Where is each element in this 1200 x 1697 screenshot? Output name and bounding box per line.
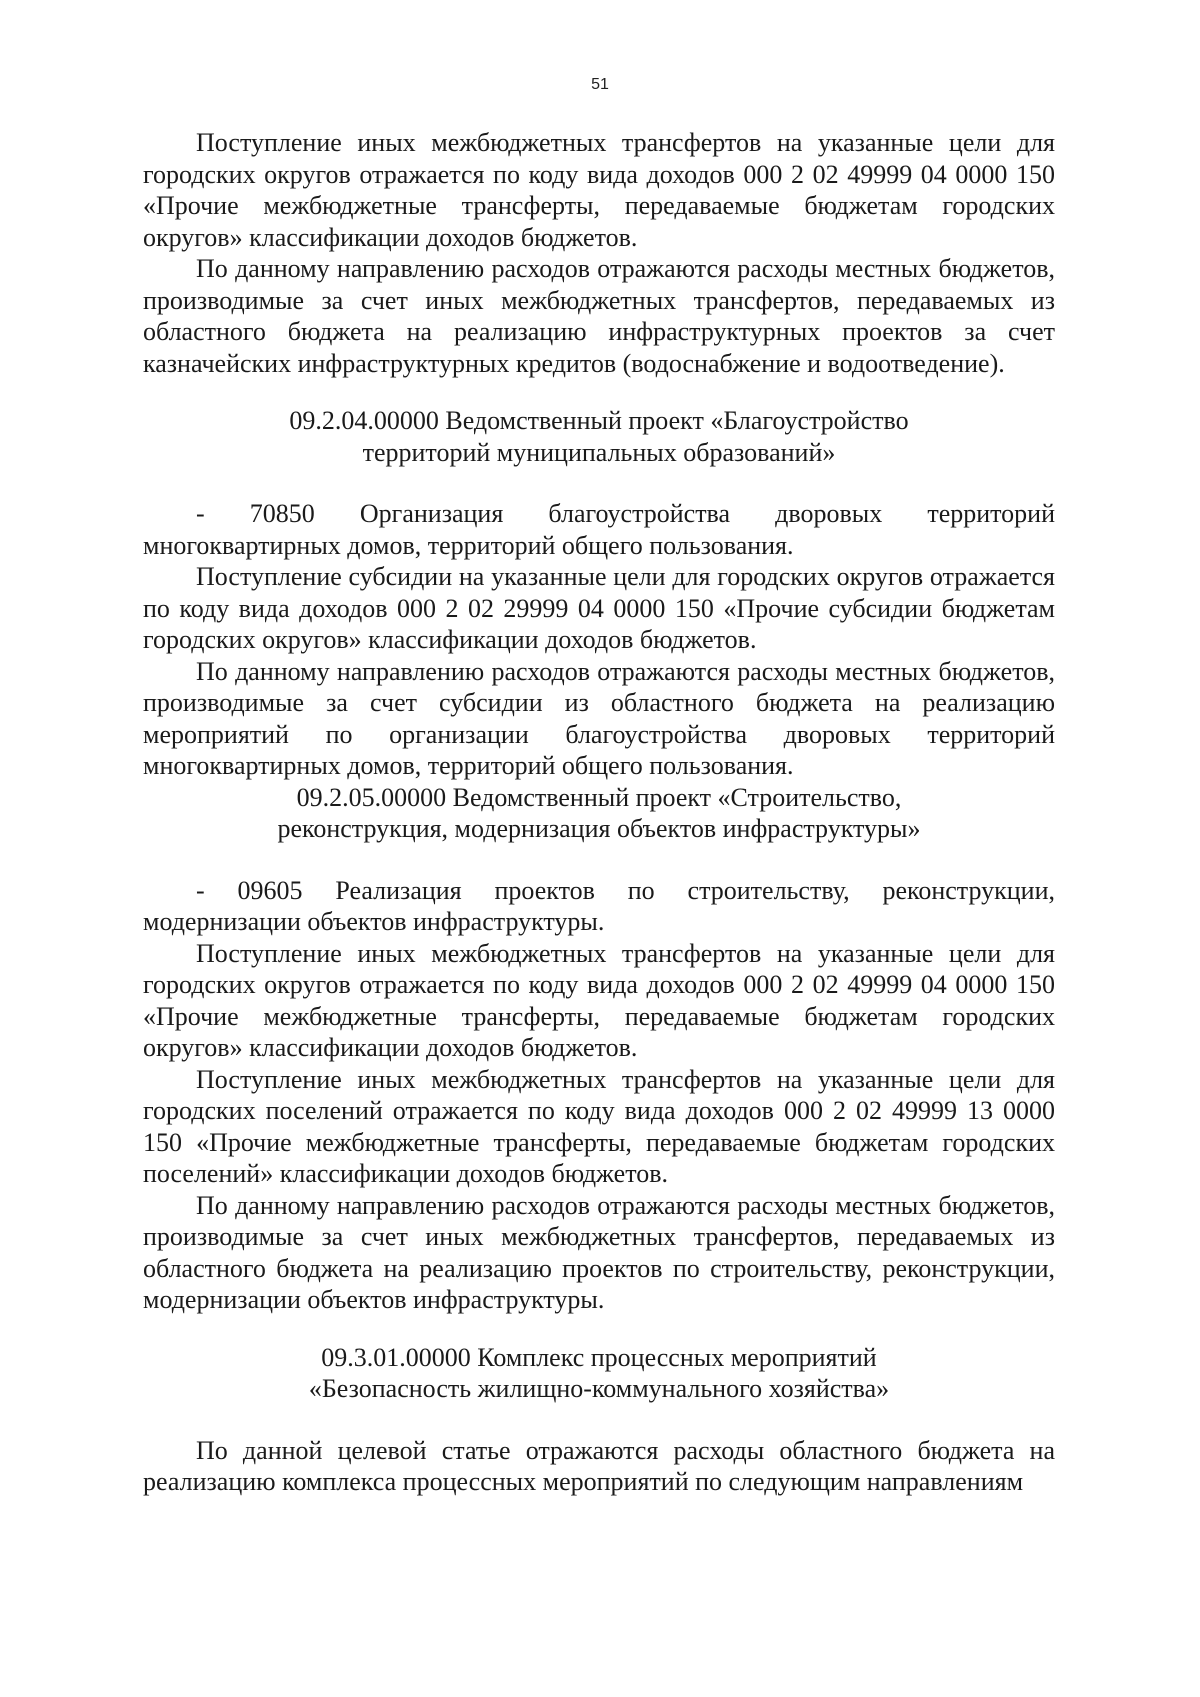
paragraph: Поступление иных межбюджетных трансфертов на указанные цели для городских округов отражается по коду вида доходов 000 2 02 49999 04 0000 150 «Прочие межбюджетные трансферты, передаваемые бюджетам городских округов» классификации доходов бюджетов. xyxy=(143,938,1055,1062)
paragraph: Поступление субсидии на указанные цели для городских округов отражается по коду вида доходов 000 2 02 29999 04 0000 150 «Прочие субсидии бюджетам городских округов» классификации доходов бюджетов. xyxy=(143,562,1055,654)
section-heading xyxy=(143,405,1055,468)
paragraph: По данной целевой статье отражаются расходы областного бюджета на реализацию комплекса процессных мероприятий по следующим направлениям xyxy=(143,1435,1055,1496)
page-number: 51 xyxy=(591,76,609,93)
section-heading xyxy=(143,1342,1055,1405)
section-heading-line: «Безопасность жилищно-коммунального хозяйства» xyxy=(308,1374,890,1403)
section-heading-line: реконструкция, модернизация объектов инфраструктуры» xyxy=(277,814,921,843)
section-heading-line: 09.2.04.00000 Ведомственный проект «Благоустройство xyxy=(289,406,909,435)
section-heading-line: 09.2.05.00000 Ведомственный проект «Строительство, xyxy=(296,782,902,812)
paragraph: - 09605 Реализация проектов по строительству, реконструкции, модернизации объектов инфраструктуры. xyxy=(143,875,1055,936)
paragraph: По данному направлению расходов отражаются расходы местных бюджетов, производимые за счет иных межбюджетных трансфертов, передаваемых из областного бюджета на реализацию проектов по строительству, реконструкции, модернизации объектов инфраструктуры. xyxy=(143,1190,1055,1314)
paragraph: По данному направлению расходов отражаются расходы местных бюджетов, производимые за счет субсидии из областного бюджета на реализацию мероприятий по организации благоустройства дворовых территорий многоквартирных домов, территорий общего пользования. xyxy=(143,656,1055,780)
paragraph: Поступление иных межбюджетных трансфертов на указанные цели для городских поселений отражается по коду вида доходов 000 2 02 49999 13 0000 150 «Прочие межбюджетные трансферты, передаваемые бюджетам городских поселений» классификации доходов бюджетов. xyxy=(143,1064,1055,1188)
section-heading-line: территорий муниципальных образований» xyxy=(362,437,836,467)
paragraph: По данному направлению расходов отражаются расходы местных бюджетов, производимые за счет иных межбюджетных трансфертов, передаваемых из областного бюджета на реализацию инфраструктурных проектов за счет казначейских инфраструктурных кредитов (водоснабжение и водоотведение). xyxy=(143,254,1055,378)
paragraph: Поступление иных межбюджетных трансфертов на указанные цели для городских округов отражается по коду вида доходов 000 2 02 49999 04 0000 150 «Прочие межбюджетные трансферты, передаваемые бюджетам городских округов» классификации доходов бюджетов. xyxy=(143,128,1055,252)
section-heading xyxy=(143,782,1055,845)
section-heading-line: 09.3.01.00000 Комплекс процессных мероприятий xyxy=(321,1342,877,1372)
document-body xyxy=(143,127,1055,1498)
paragraph: - 70850 Организация благоустройства дворовых территорий многоквартирных домов, территорий общего пользования. xyxy=(143,499,1055,560)
